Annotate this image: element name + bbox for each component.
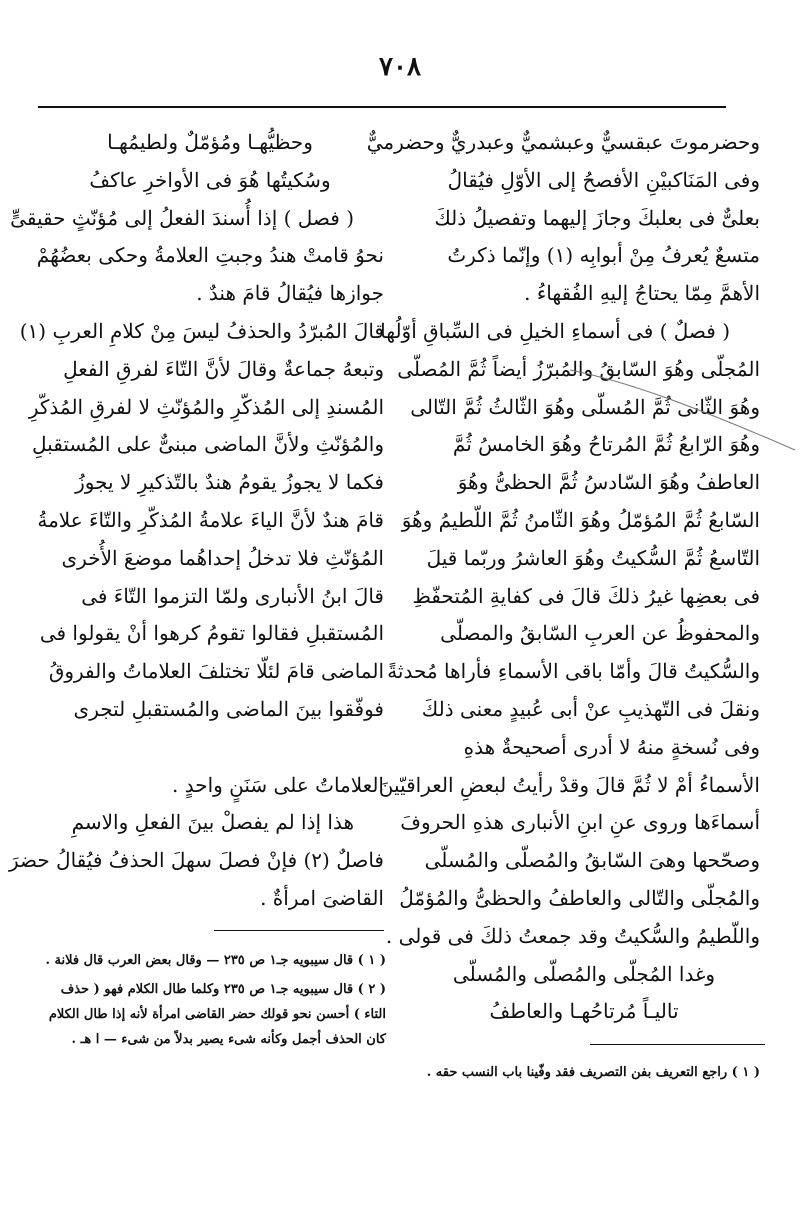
right-text-column: [366, 124, 760, 1031]
left-text-column: [8, 124, 384, 918]
text-line: والمُجلّى والتّالى والعاطفُ والحظىُّ والمُؤمّلُ: [399, 885, 760, 910]
text-line: المُؤنّثِ فلا تدخلُ إحداهُما موضعَ الأُخرى: [61, 545, 384, 570]
text-line: وصحّحها وهىَ السّابقُ والمُصلّى والمُسلّى: [424, 848, 760, 873]
text-line: الأهمَّ مِمّا يحتاجُ إليهِ الفُقهاءُ .: [524, 281, 760, 306]
pencil-mark: [560, 340, 800, 460]
text-line: قالَ المُبرّدُ والحذفُ ليسَ مِنْ كلامِ العربِ (١): [19, 318, 384, 343]
text-line: بعلىٌّ فى بعلبكَ وجازَ إليهما وتفصيلُ ذلكَ: [434, 205, 760, 230]
text-line: جوازها فيُقالُ قامَ هندٌ .: [196, 281, 384, 306]
text-line: العاطفُ وهُوَ السّادسُ ثُمَّ الحظىُّ وهُوَ: [457, 470, 760, 495]
text-line: قالَ ابنُ الأنبارى ولمّا التزموا التّاءَ فى: [81, 583, 384, 608]
text-line: وحظيُّهـا ومُؤمّلٌ ولطيمُهـا: [107, 130, 313, 154]
text-line: وفى المَنَاكبيْنِ الأفصحُ إلى الأوّلِ فيُقالُ: [447, 167, 760, 192]
right-footnote-rule: [590, 1044, 765, 1045]
footnote: ( ١ ) راجع التعريف بفن التصريف فقد وفّينا باب النسب حقه .: [426, 1065, 760, 1080]
text-line: والسُّكيتُ قالَ وأمّا باقى الأسماءِ فأراها مُحدثةً: [387, 659, 760, 684]
left-footnotes: [36, 948, 386, 1056]
text-line: العلاماتُ على سَنَنٍ واحدٍ .: [172, 772, 384, 797]
text-line: فاصلٌ (٢) فإنْ فصلَ سهلَ الحذفُ فيُقالُ حضرَ: [8, 848, 384, 873]
text-line: قامَ هندٌ لأنَّ الياءَ علامةُ المُذكّرِ والتّاءَ علامةُ: [37, 507, 384, 532]
text-line: وحضرموتَ عبقسيٌّ وعبشميٌّ وعبدريٌّ وحضرميٌّ: [366, 130, 760, 154]
text-line: متسعٌ يُعرفُ مِنْ أبوابِه (١) وإنّما ذكرتُ: [447, 243, 760, 268]
text-line: القاضىَ امرأةٌ .: [260, 885, 384, 910]
text-line: المُجلّى وهُوَ السّابقُ والمُبرّزُ أيضاً ثُمَّ المُصلّى: [397, 356, 760, 381]
text-line: وغدا المُجلّى والمُصلّى والمُسلّى: [452, 961, 716, 986]
text-line: فكما لا يجوزُ يقومُ هندٌ بالتّذكيرِ لا يجوزُ: [75, 470, 384, 495]
text-line: تاليـاً مُرتاحُهـا والعاطفُ: [489, 999, 679, 1024]
header-rule: [38, 106, 726, 108]
text-line: وهُوَ الثّانى ثُمَّ المُسلّى وهُوَ الثّالثُ ثُمَّ التّالى: [410, 394, 760, 419]
footnote: ( ٢ ) قال سيبويه جـ١ ص ٢٣٥ وكلما طال الكلام فهو ( حذف التاء ) أحسن نحو قولك حضر القاضى امرأة لأنه إذا طال الكلام كان الحذف أجمل وكأنه شىء يصير بدلاً من شىء — ا هـ .: [48, 982, 386, 1047]
left-footnote-rule: [214, 930, 384, 931]
text-line: فوفّقوا بينَ الماضى والمُستقبلِ لتجرى: [73, 696, 384, 721]
text-line: واللّطيمُ والسُّكيتُ وقد جمعتُ ذلكَ فى قولى .: [385, 923, 760, 948]
text-line: أسماءَها وروى عنِ ابنِ الأنبارى هذهِ الحروفَ: [400, 810, 760, 835]
text-line: التّاسعُ ثُمَّ السُّكيتُ وهُوَ العاشرُ وربّما قيلَ: [426, 545, 760, 570]
text-line: ونقلَ فى التّهذيبِ عنْ أبى عُبيدٍ معنى ذلكَ: [421, 696, 760, 721]
text-line: وسُكيتُها هُوَ فى الأواخرِ عاكفُ: [89, 167, 331, 192]
blank-line: [36, 729, 384, 767]
text-line: والمحفوظُ عن العربِ السّابقُ والمصلّى: [440, 621, 760, 646]
right-footnotes: [408, 1060, 760, 1089]
text-line: والمُؤنّثِ ولأنَّ الماضى مبنىٌّ على المُستقبلِ: [32, 432, 384, 457]
text-line: المُستقبلِ فقالوا تقومُ كرهوا أنْ يقولوا فى: [39, 621, 384, 646]
text-line: الماضى قامَ لئلّا تختلفَ العلاماتُ والفروقُ: [48, 659, 384, 684]
text-line: فى بعضِها غيرُ ذلكَ قالَ فى كفايةِ المُتحفّظِ: [412, 583, 760, 608]
footnote: ( ١ ) قال سيبويه جـ١ ص ٢٣٥ — وقال بعض العرب قال فلانة .: [45, 953, 386, 968]
text-line: السّابعُ ثُمَّ المُؤمّلُ وهُوَ الثّامنُ ثُمَّ اللّطيمُ وهُوَ: [401, 507, 760, 532]
text-line: الأسماءُ أمْ لا ثُمَّ قالَ وقدْ رأيتُ لبعضِ العراقيّينَ: [378, 772, 760, 797]
text-line: وفى نُسخةٍ منهُ لا أدرى أصحيحةٌ هذهِ: [463, 734, 760, 759]
text-line: نحوُ قامتْ هندُ وجبتِ العلامةُ وحكى بعضُهُمْ: [36, 243, 384, 268]
text-line: وتبعهُ جماعةٌ وقالَ لأنَّ التّاءَ لفرقِ الفعلِ: [63, 356, 384, 381]
text-line: المُسندِ إلى المُذكّرِ والمُؤنّثِ لا لفرقِ المُذكّرِ: [28, 394, 384, 419]
text-line: هذا إذا لم يفصلْ بينَ الفعلِ والاسمِ: [71, 810, 354, 835]
text-line: ( فصل ) إذا أُسندَ الفعلُ إلى مُؤنّثٍ حقيقىٍّ: [10, 205, 354, 230]
page-number: ٧٠٨: [379, 52, 421, 82]
text-line: ( فصلٌ ) فى أسماءِ الخيلِ فى السِّباقِ أوّلُها: [380, 318, 730, 343]
text-line: وهُوَ الرّابعُ ثُمَّ المُرتاحُ وهُوَ الخامسُ ثُمَّ: [452, 432, 760, 457]
